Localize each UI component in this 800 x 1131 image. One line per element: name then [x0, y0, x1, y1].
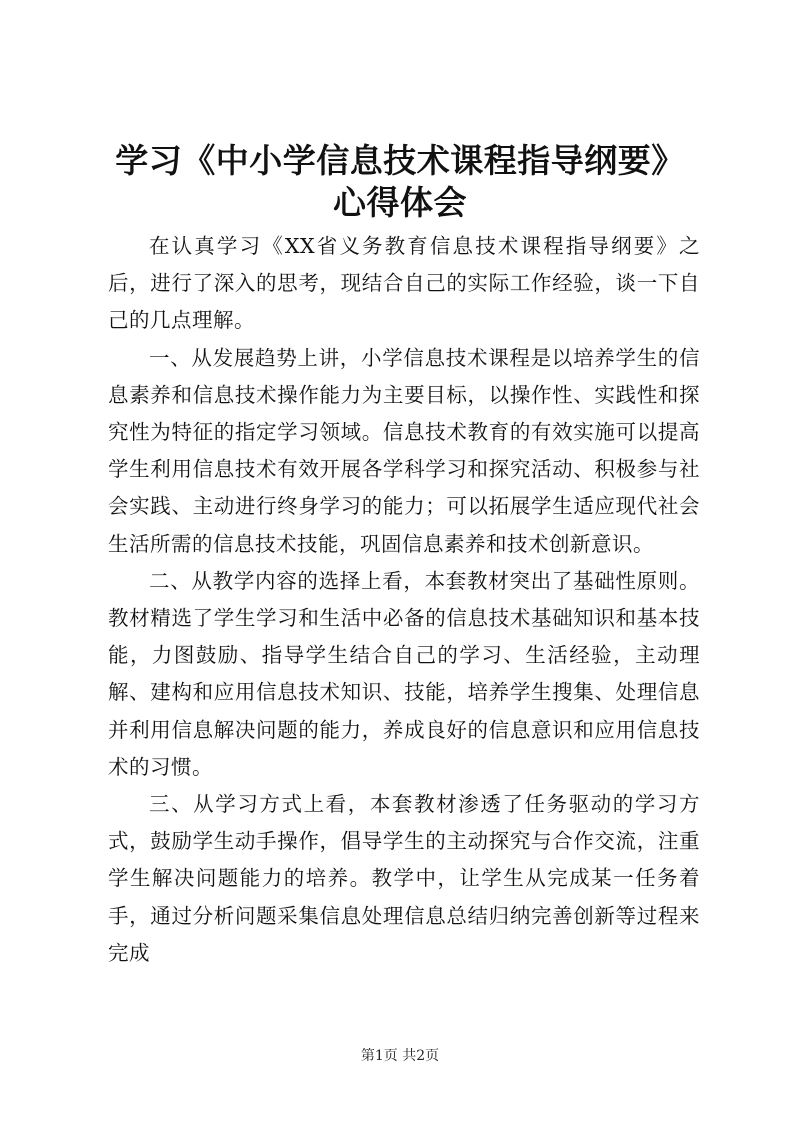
document-body [108, 228, 700, 972]
paragraph-point-three: 三、从学习方式上看，本套教材渗透了任务驱动的学习方式，鼓励学生动手操作，倡导学生的主动探究与合作交流，注重学生解决问题能力的培养。教学中，让学生从完成某一任务着手，通过分析问题采集信息处理信息总结归纳完善创新等过程来完成 [108, 792, 700, 965]
paragraph-intro: 在认真学习《XX省义务教育信息技术课程指导纲要》之后，进行了深入的思考，现结合自己的实际工作经验，谈一下自己的几点理解。 [108, 234, 700, 333]
page-number-footer: 第1页 共2页 [360, 1048, 440, 1064]
document-title: 学习《中小学信息技术课程指导纲要》心得体会 [115, 141, 685, 222]
paragraph-point-one: 一、从发展趋势上讲，小学信息技术课程是以培养学生的信息素养和信息技术操作能力为主要目标，以操作性、实践性和探究性为特征的指定学习领域。信息技术教育的有效实施可以提高学生利用信息技术有效开展各学科学习和探究活动、积极参与社会实践、主动进行终身学习的能力；可以拓展学生适应现代社会生活所需的信息技术技能，巩固信息素养和技术创新意识。 [108, 345, 700, 556]
paragraph-point-two: 二、从教学内容的选择上看，本套教材突出了基础性原则。教材精选了学生学习和生活中必备的信息技术基础知识和基本技能，力图鼓励、指导学生结合自己的学习、生活经验，主动理解、建构和应用信息技术知识、技能，培养学生搜集、处理信息并利用信息解决问题的能力，养成良好的信息意识和应用信息技术的习惯。 [108, 568, 700, 779]
